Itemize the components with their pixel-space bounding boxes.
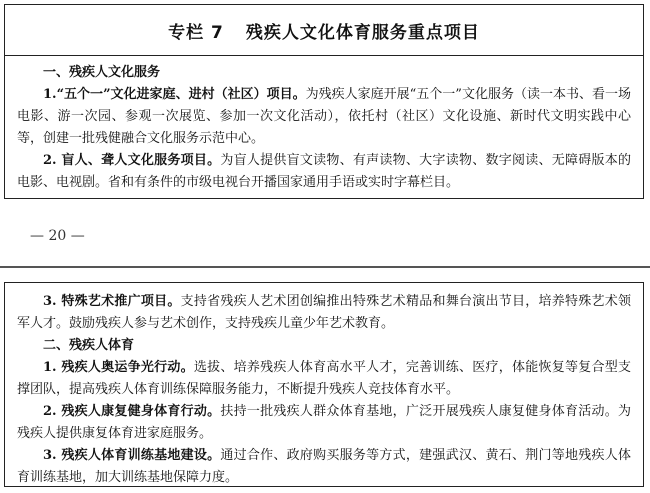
- page-number: — 20 —: [30, 228, 85, 244]
- culture-item-2: 2. 盲人、聋人文化服务项目。为盲人提供盲文读物、有声读物、大字读物、数字阅读、无障碍版本的电影、电视剧。省和有条件的市级电视台开播国家通用手语或实时字幕栏目。: [17, 153, 631, 190]
- column-title-text: 残疾人文化体育服务重点项目: [245, 22, 480, 43]
- page-divider: [0, 266, 650, 268]
- culture-item-1: 1.“五个一”文化进家庭、进村（社区）项目。为残疾人家庭开展“五个一”文化服务（读一本书、看一场电影、游一次园、参观一次展览、参加一次文化活动），依托村（社区）文化设施、新时代文明实践中心等，创建一批残健融合文化服务示范中心。: [17, 87, 631, 146]
- culture-item-3: 3. 特殊艺术推广项目。支持省残疾人艺术团创编推出特殊艺术精品和舞台演出节目，培养特殊艺术领军人才。鼓励残疾人参与艺术创作，支持残疾儿童少年艺术教育。: [17, 294, 631, 331]
- column-title: [5, 5, 643, 56]
- section-heading-sports: 二、残疾人体育: [43, 338, 135, 353]
- column-box-bottom: [4, 282, 644, 487]
- column-number: 专栏 7: [168, 22, 224, 43]
- column-box-top: [4, 4, 644, 199]
- section-heading-culture: 一、残疾人文化服务: [43, 65, 161, 80]
- sports-item-2: 2. 残疾人康复健身体育行动。扶持一批残疾人群众体育基地，广泛开展残疾人康复健身体育活动。为残疾人提供康复体育进家庭服务。: [17, 404, 631, 441]
- column-content-top: [5, 56, 643, 194]
- column-content-bottom: [5, 283, 643, 489]
- sports-item-3: 3. 残疾人体育训练基地建设。通过合作、政府购买服务等方式，建强武汉、黄石、荆门等地残疾人体育训练基地，加大训练基地保障力度。: [17, 448, 631, 485]
- sports-item-1: 1. 残疾人奥运争光行动。选拔、培养残疾人体育高水平人才，完善训练、医疗，体能恢复等复合型支撑团队，提高残疾人体育训练保障服务能力，不断提升残疾人竞技体育水平。: [17, 360, 631, 397]
